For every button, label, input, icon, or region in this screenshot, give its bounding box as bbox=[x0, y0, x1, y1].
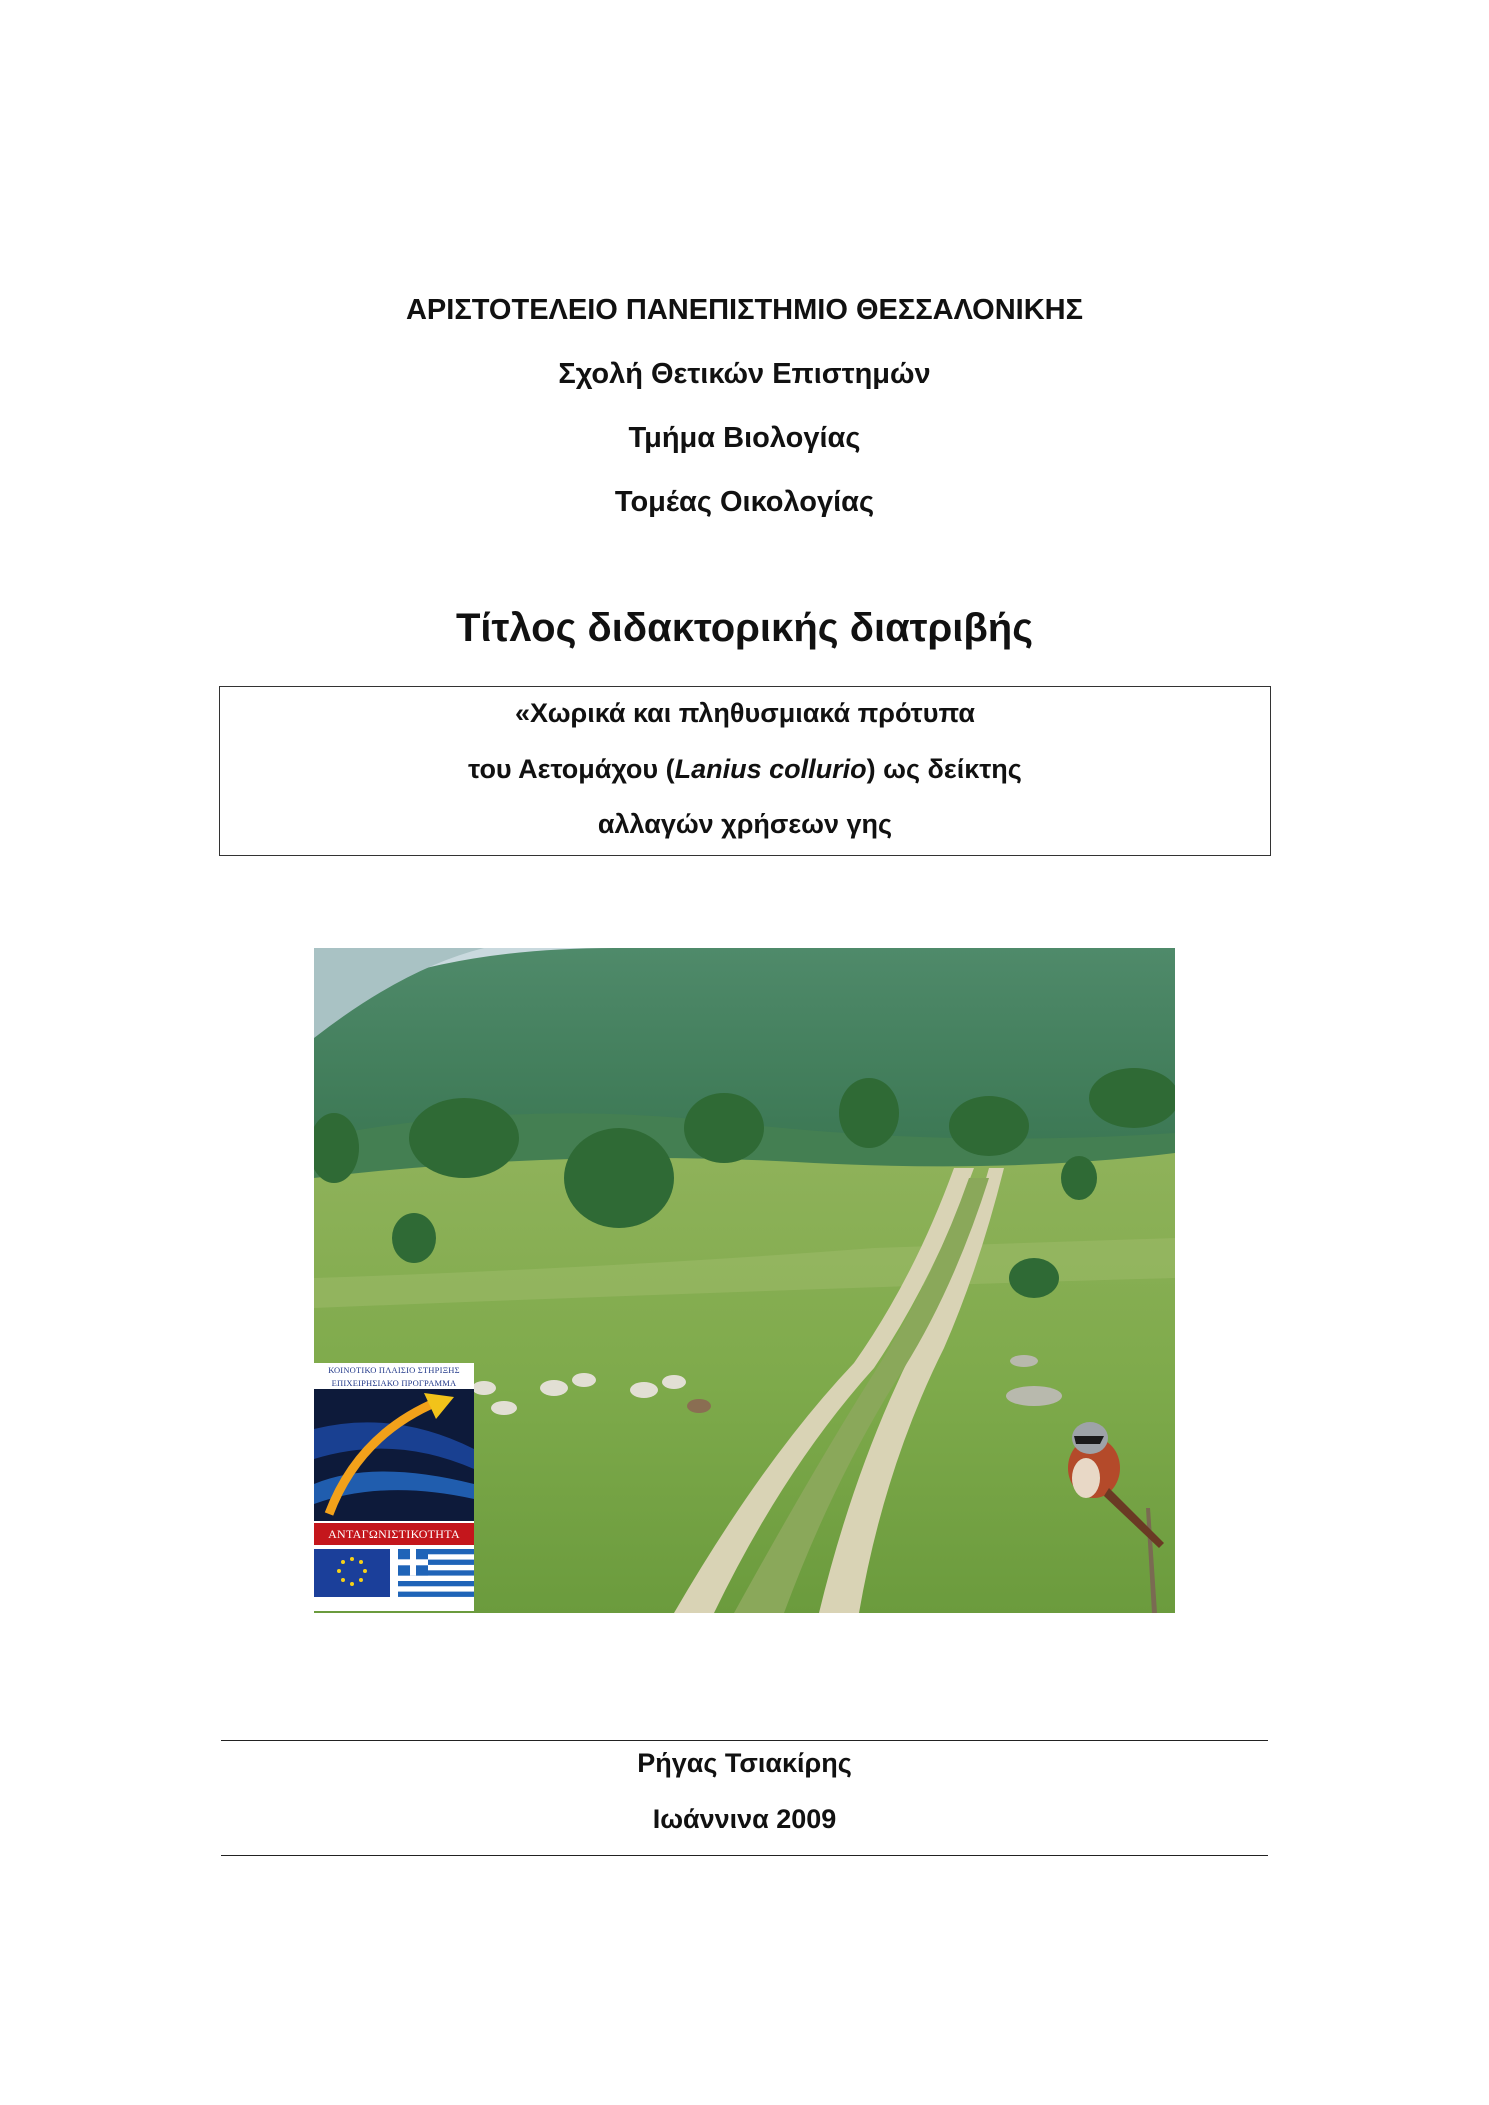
school-name: Σχολή Θετικών Επιστημών bbox=[558, 358, 931, 390]
thesis-title-line-3: αλλαγών χρήσεων γης bbox=[597, 809, 893, 839]
thesis-title-box bbox=[219, 686, 1271, 856]
place-year: Ιωάννινα 2009 bbox=[652, 1804, 837, 1834]
program-title-line-1: ΚΟΙΝΟΤΙΚΟ ΠΛΑΙΣΙΟ ΣΤΗΡΙΞΗΣ bbox=[328, 1365, 460, 1375]
program-title-line-2: ΕΠΙΧΕΙΡΗΣΙΑΚΟ ΠΡΟΓΡΑΜΜΑ bbox=[331, 1378, 457, 1388]
university-name: ΑΡΙΣΤΟΤΕΛΕΙΟ ΠΑΝΕΠΙΣΤΗΜΙΟ ΘΕΣΣΑΛΟΝΙΚΗΣ bbox=[405, 294, 1084, 326]
program-name-band: ΑΝΤΑΓΩΝΙΣΤΙΚΟΤΗΤΑ bbox=[314, 1523, 474, 1545]
author-name: Ρήγας Τσιακίρης bbox=[637, 1748, 852, 1778]
thesis-title-line-2 bbox=[220, 754, 1270, 785]
footer-rule-bottom bbox=[221, 1855, 1268, 1856]
sector-name: Τομέας Οικολογίας bbox=[614, 486, 875, 518]
footer-rule-top bbox=[221, 1740, 1268, 1741]
cover-photo bbox=[314, 948, 1175, 1613]
species-name: Lanius collurio bbox=[674, 754, 867, 784]
thesis-title-text-before: του Αετομάχου ( bbox=[468, 754, 675, 784]
thesis-title-text-after: ) ως δείκτης bbox=[866, 754, 1022, 784]
department-name: Τμήμα Βιολογίας bbox=[628, 422, 861, 454]
eu-flag-icon bbox=[314, 1549, 390, 1597]
eu-greece-flags bbox=[314, 1549, 474, 1601]
arrow-logo-graphic bbox=[314, 1389, 474, 1521]
greek-flag-icon bbox=[398, 1549, 474, 1597]
thesis-title-line-1: «Χωρικά και πληθυσμιακά πρότυπα bbox=[515, 698, 975, 728]
thesis-heading: Τίτλος διδακτορικής διατριβής bbox=[455, 606, 1034, 650]
program-logo bbox=[314, 1363, 474, 1611]
